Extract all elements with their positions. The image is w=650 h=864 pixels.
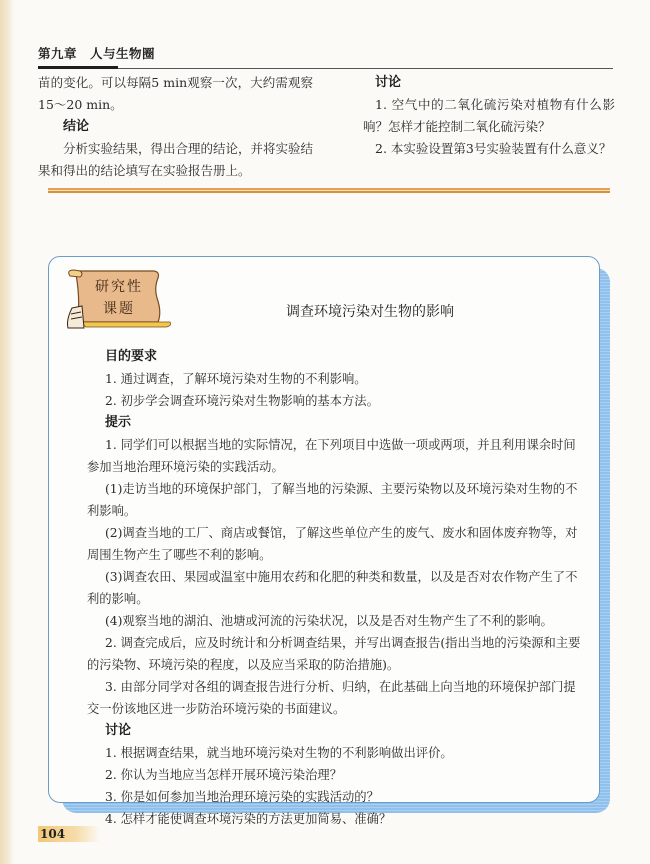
chapter-title: 第九章 人与生物圈 bbox=[38, 46, 156, 61]
badge-line-1: 研究性 bbox=[95, 279, 143, 295]
discussion-question: 2. 本实验设置第3号实验装置有什么意义？ bbox=[375, 141, 612, 156]
left-column bbox=[38, 72, 313, 182]
hint-item: (4)观察当地的湖泊、池塘或河流的污染状况，以及是否对生物产生了不利的影响。 bbox=[105, 614, 553, 628]
header-rule-thin bbox=[118, 68, 613, 69]
discussion-item: 3. 你是如何参加当地治理环境污染的实践活动的？ bbox=[105, 790, 379, 804]
badge-line-2: 课题 bbox=[103, 301, 135, 317]
discussion-item: 2. 你认为当地应当怎样开展环境污染治理？ bbox=[105, 768, 342, 782]
page-edge-shading bbox=[0, 0, 14, 864]
objectives-heading: 目的要求 bbox=[105, 349, 158, 364]
chapter-header bbox=[38, 44, 613, 70]
discussion-item: 4. 怎样才能使调查环境污染的方法更加简易、准确？ bbox=[105, 812, 392, 826]
hint-item: 2. 调查完成后，应及时统计和分析调查结果，并写出调查报告(指出当地的污染源和主要的污染物、环境污染的程度，以及应当采取的防治措施)。 bbox=[87, 636, 581, 672]
right-column bbox=[363, 72, 615, 160]
header-rule bbox=[38, 66, 613, 70]
section-divider bbox=[48, 188, 610, 194]
conclusion-text: 分析实验结果，得出合理的结论，并将实验结果和得出的结论填写在实验报告册上。 bbox=[38, 141, 314, 178]
discussion-item: 1. 根据调查结果，就当地环境污染对生物的不利影响做出评价。 bbox=[105, 746, 453, 760]
hint-item: 3. 由部分同学对各组的调查报告进行分析、归纳，在此基础上向当地的环境保护部门提交一份该地区进一步防治环境污染的书面建议。 bbox=[87, 680, 576, 716]
discussion-question: 1. 空气中的二氧化硫污染对植物有什么影响？怎样才能控制二氧化硫污染？ bbox=[363, 97, 615, 134]
research-title: 调查环境污染对生物的影响 bbox=[286, 304, 454, 320]
research-body bbox=[87, 346, 585, 830]
discussion-heading: 讨论 bbox=[375, 75, 402, 90]
conclusion-heading: 结论 bbox=[63, 119, 90, 134]
experiment-text: 苗的变化。可以每隔5 min观察一次，大约需观察15～20 min。 bbox=[38, 75, 313, 112]
discussion-heading: 讨论 bbox=[105, 723, 132, 738]
objective-item: 1. 通过调查，了解环境污染对生物的不利影响。 bbox=[105, 372, 367, 386]
hint-item: (3)调查农田、果园或温室中施用农药和化肥的种类和数量，以及是否对农作物产生了不利的影响。 bbox=[87, 570, 578, 606]
objective-item: 2. 初步学会调查环境污染对生物影响的基本方法。 bbox=[105, 394, 379, 408]
hint-item: (1)走访当地的环境保护部门，了解当地的污染源、主要污染物以及环境污染对生物的不利影响。 bbox=[87, 482, 578, 518]
hint-item: (2)调查当地的工厂、商店或餐馆，了解这些单位产生的废气、废水和固体废弃物等，对周围生物产生了哪些不利的影响。 bbox=[87, 526, 578, 562]
page-number: 104 bbox=[38, 826, 100, 842]
hint-item: 1. 同学们可以根据当地的实际情况，在下列项目中选做一项或两项，并且利用课余时间参加当地治理环境污染的实践活动。 bbox=[87, 438, 576, 474]
hints-heading: 提示 bbox=[105, 415, 132, 430]
header-rule-thick bbox=[38, 66, 118, 69]
